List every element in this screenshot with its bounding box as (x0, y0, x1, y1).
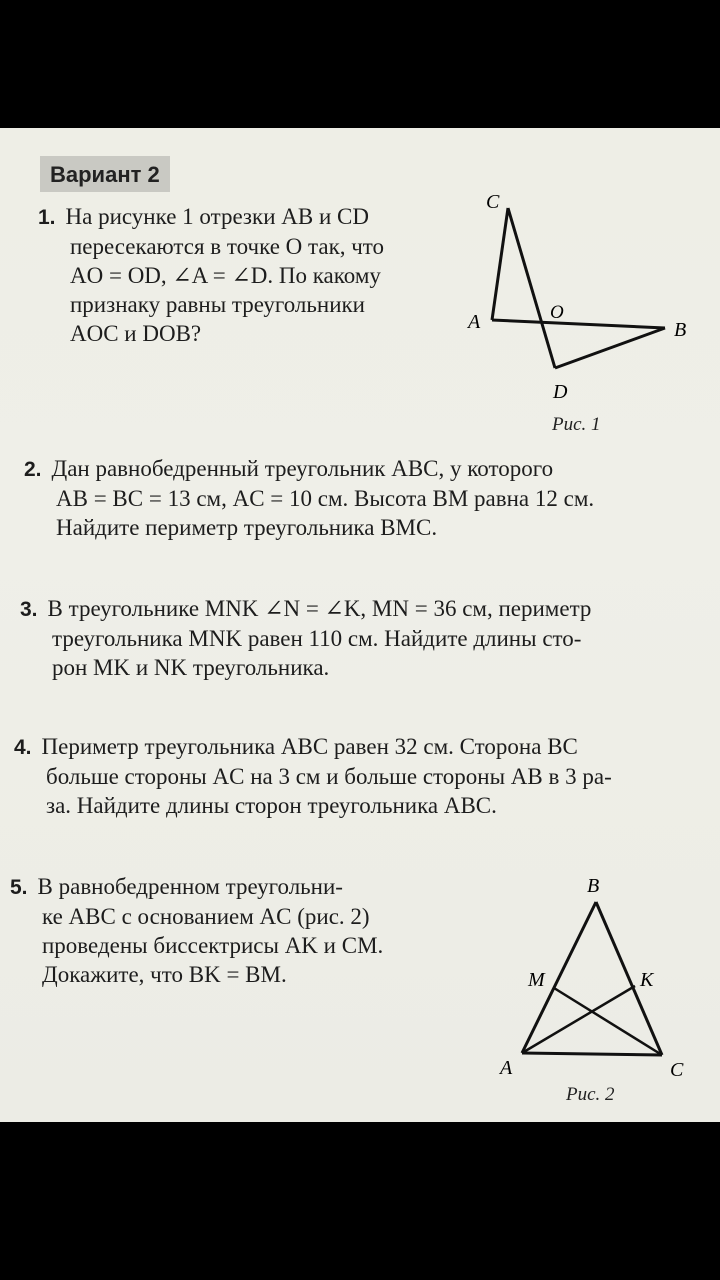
task-line: На рисунке 1 отрезки AB и CD (65, 204, 369, 229)
point-label-B: B (674, 319, 687, 341)
task-line: Периметр треугольника ABC равен 32 см. Сторона BC (41, 734, 578, 759)
segment-DB (555, 328, 665, 368)
task-line: пересекаются в точке O так, что (70, 234, 385, 259)
figure-2-diagram (490, 868, 700, 1088)
task-line: рон MK и NK треугольника. (52, 655, 330, 680)
task-line: В равнобедренном треугольни- (37, 874, 343, 899)
task-line: В треугольнике MNK ∠N = ∠K, MN = 36 см, периметр (47, 596, 592, 621)
task-4 (14, 732, 714, 820)
task-line: Найдите периметр треугольника BMC. (56, 515, 438, 540)
top-black-bar (0, 0, 720, 128)
task-line: больше стороны AC на 3 см и больше стороны AB в 3 ра- (46, 764, 612, 789)
segment-AC (522, 1053, 662, 1055)
figure-2-caption: Рис. 2 (566, 1084, 615, 1105)
task-line: треугольника MNK равен 110 см. Найдите длины сто- (52, 626, 582, 651)
task-1 (38, 202, 458, 348)
variant-heading: Вариант 2 (40, 156, 170, 192)
segment-CD (508, 208, 555, 368)
task-line: ке ABC с основанием AC (рис. 2) (42, 904, 370, 929)
task-number: 4. (14, 736, 32, 759)
point-label-M: M (528, 969, 545, 991)
point-label-C: C (486, 191, 500, 213)
task-line: признаку равны треугольники (70, 292, 365, 317)
task-line: за. Найдите длины сторон треугольника ABC. (46, 793, 497, 818)
point-label-A: A (468, 311, 481, 333)
task-3 (20, 594, 710, 682)
point-label-O: O (550, 302, 564, 323)
task-number: 2. (24, 458, 42, 481)
segment-AB (492, 320, 665, 328)
task-line: проведены биссектрисы AK и CM. (42, 933, 384, 958)
task-2 (24, 454, 714, 542)
task-line: AB = BC = 13 см, AC = 10 см. Высота BM равна 12 см. (56, 486, 595, 511)
bisector-CM (554, 988, 662, 1055)
task-line: AO = OD, ∠A = ∠D. По какому (70, 263, 381, 288)
point-label-B: B (587, 875, 600, 897)
task-number: 1. (38, 206, 56, 229)
point-label-D: D (553, 381, 568, 403)
task-line: Докажите, что BK = BM. (42, 962, 287, 987)
figure-1-caption: Рис. 1 (552, 414, 601, 435)
worksheet-page (0, 128, 720, 1122)
segment-AC (492, 208, 508, 320)
point-label-A: A (500, 1057, 513, 1079)
figure-1-diagram (460, 188, 700, 418)
point-label-K: K (640, 969, 654, 991)
task-5 (10, 872, 460, 989)
bottom-black-bar (0, 1122, 720, 1280)
task-number: 3. (20, 598, 38, 621)
point-label-C: C (670, 1059, 684, 1081)
task-line: AOC и DOB? (70, 321, 202, 346)
task-line: Дан равнобедренный треугольник ABC, у которого (51, 456, 554, 481)
task-number: 5. (10, 876, 28, 899)
